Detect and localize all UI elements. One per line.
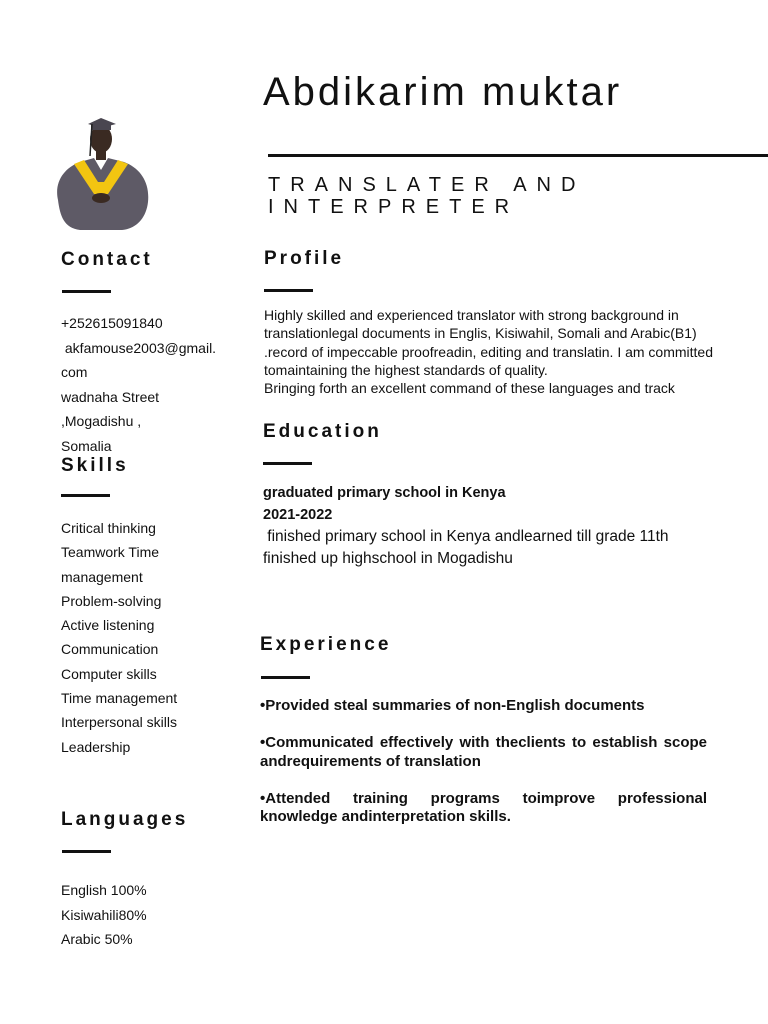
skill-item: Time management — [61, 690, 178, 707]
skill-item: Critical thinking — [61, 520, 156, 536]
contact-rule — [62, 290, 111, 293]
profile-photo — [50, 112, 152, 232]
education-heading: Education — [263, 421, 382, 442]
skill-item: Active listening — [61, 617, 155, 634]
profile-heading: Profile — [264, 248, 345, 269]
skill-item: Communication — [61, 641, 159, 658]
profile-rule — [264, 289, 313, 292]
skills-heading: Skills — [61, 455, 129, 476]
skills-rule — [61, 494, 110, 497]
experience-rule — [261, 676, 310, 679]
experience-item: •Provided steal summaries of non-English documents — [260, 697, 645, 714]
profile-paragraph-continued: Bringing forth an excellent command of these languages and track — [264, 380, 675, 397]
language-item: English 100% — [61, 882, 147, 898]
education-dates: 2021-2022 — [263, 507, 333, 523]
skill-item: Leadership — [61, 738, 131, 755]
skills-list — [61, 516, 231, 759]
skill-item: Teamwork Time management — [61, 544, 160, 585]
skill-item: Interpersonal skills — [61, 714, 177, 731]
contact-heading: Contact — [61, 249, 153, 270]
email-address: akfamouse2003@gmail.com — [61, 339, 217, 380]
profile-summary — [264, 306, 714, 417]
languages-list — [61, 878, 221, 952]
experience-item: •Attended training programs toimprove professional knowledge andinterpretation skills. — [260, 789, 707, 825]
education-description: finished primary school in Kenya andlearned till grade 11th — [263, 528, 669, 545]
profile-paragraph: Highly skilled and experienced translator with strong background in translationlegal documents in Englis, Kisiwahil, Somali and Arabic(B1) .record of impeccable proofreadin, editing and translatin. I am committed tomaintaining the highest standards of quality. — [264, 307, 714, 378]
street-address: wadnaha Street ,Mogadishu , Somalia — [61, 388, 160, 454]
languages-heading: Languages — [61, 809, 189, 830]
education-description-2: finished up highschool in Mogadishu — [263, 550, 513, 567]
job-title: TRANSLATER AND INTERPRETER — [268, 174, 586, 218]
experience-heading: Experience — [260, 634, 392, 655]
languages-rule — [62, 850, 111, 853]
education-details — [263, 482, 723, 570]
skill-item: Computer skills — [61, 665, 157, 682]
language-item: Kisiwahili80% — [61, 906, 147, 923]
education-rule — [263, 462, 312, 465]
candidate-name: Abdikarim muktar — [263, 70, 623, 114]
education-degree: graduated primary school in Kenya — [263, 485, 506, 501]
header-divider — [268, 154, 768, 157]
skill-item: Problem-solving — [61, 592, 162, 609]
phone-number: +252615091840 — [61, 315, 163, 331]
language-item: Arabic 50% — [61, 931, 133, 947]
experience-list — [260, 697, 707, 845]
contact-list — [61, 311, 221, 458]
experience-item: •Communicated effectively with theclients to establish scope andrequirements of translation — [260, 734, 707, 770]
